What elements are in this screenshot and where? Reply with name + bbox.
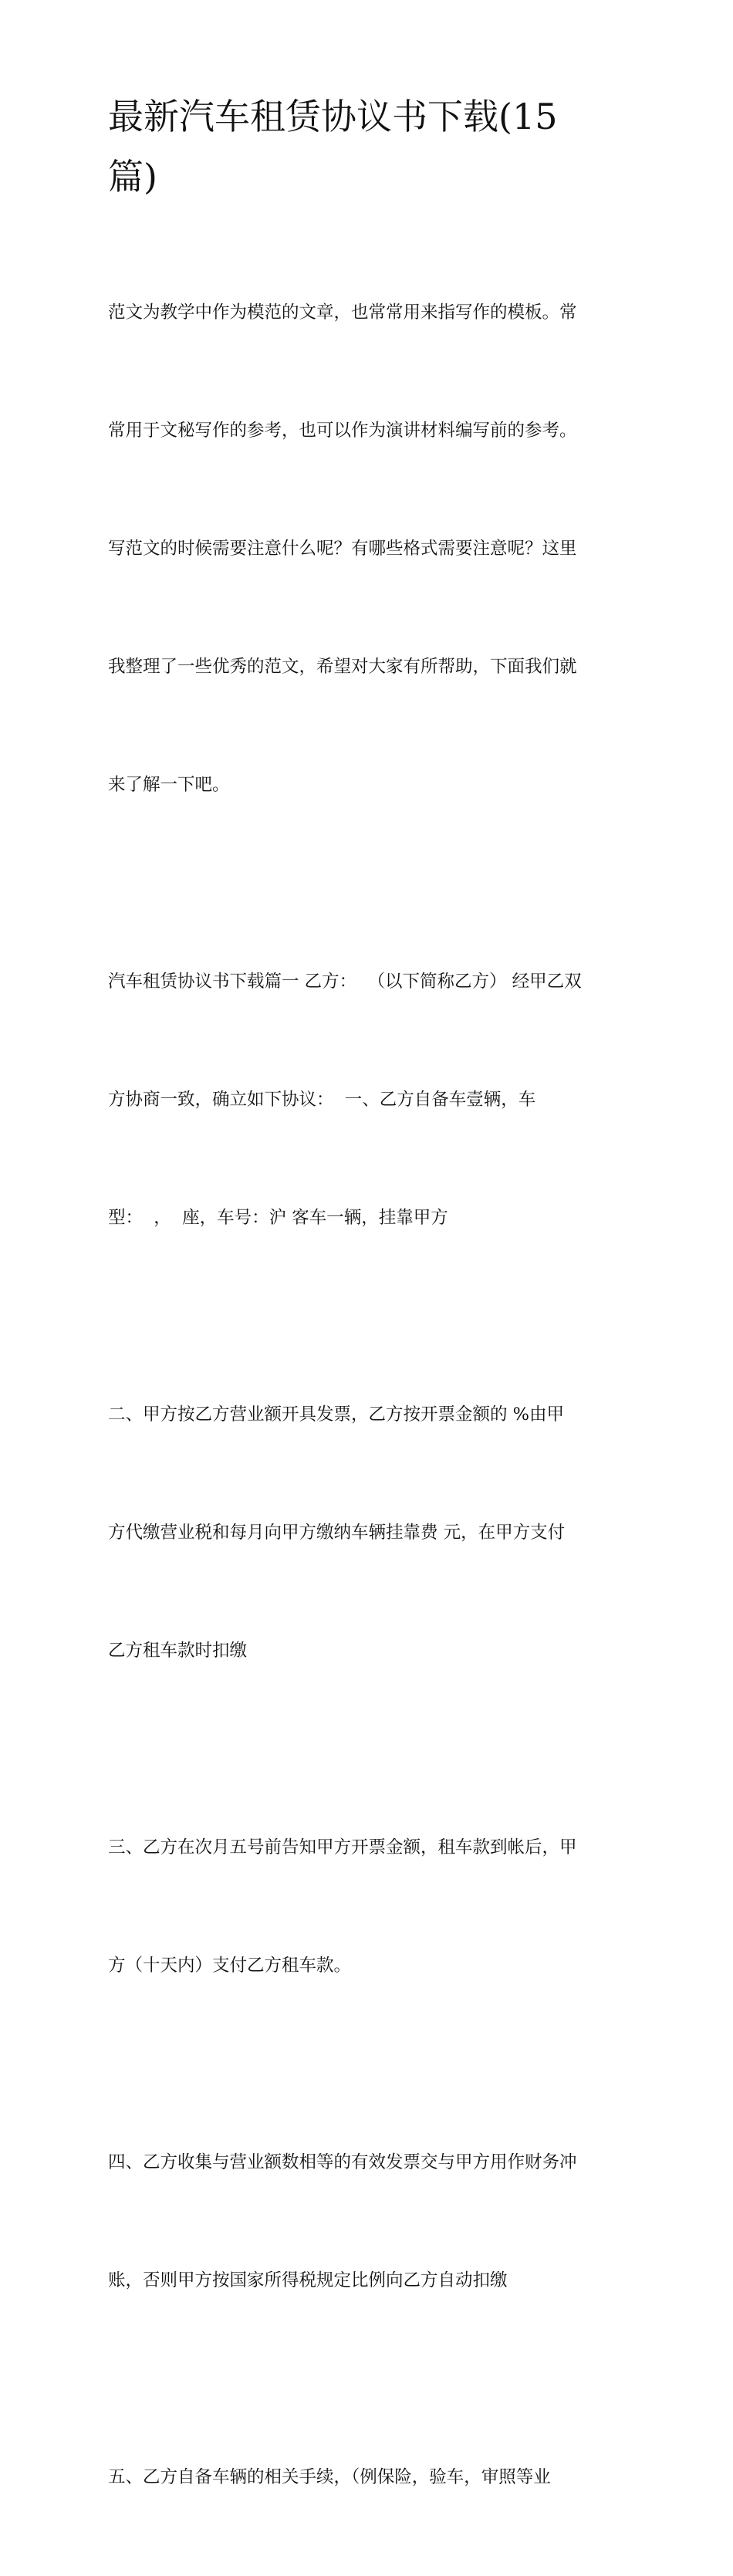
document-body: [108, 215, 633, 2576]
text-line: 方（十天内）支付乙方租车款。: [108, 1956, 352, 1976]
clause-two: [108, 1317, 633, 1749]
document-title-main: 最新汽车租赁协议书下载(15: [108, 96, 558, 137]
text-line: 方协商一致，确立如下协议： 一、乙方自备车壹辆，车: [108, 1090, 536, 1110]
text-line: 范文为教学中作为模范的文章，也常常用来指写作的模板。常: [108, 303, 577, 323]
clause-five: [108, 2379, 633, 2576]
text-line: 汽车租赁协议书下载篇一 乙方： （以下简称乙方） 经甲乙双: [108, 972, 582, 992]
text-line: 方代缴营业税和每月向甲方缴纳车辆挂靠费 元，在甲方支付: [108, 1523, 566, 1543]
clause-four: [108, 2064, 633, 2379]
text-line: 五、乙方自备车辆的相关手续，（例保险，验车，审照等业: [108, 2467, 551, 2487]
text-line: 账，否则甲方按国家所得税规定比例向乙方自动扣缴: [108, 2270, 508, 2290]
clause-three: [108, 1749, 633, 2064]
text-line: 常用于文秘写作的参考，也可以作为演讲材料编写前的参考。: [108, 421, 577, 441]
text-line: 写范文的时候需要注意什么呢？有哪些格式需要注意呢？这里: [108, 539, 577, 559]
text-line: 来了解一下吧。: [108, 775, 230, 795]
text-line: 二、甲方按乙方营业额开具发票，乙方按开票金额的 %由甲: [108, 1405, 565, 1425]
intro-paragraph: [108, 215, 633, 884]
text-line: 四、乙方收集与营业额数相等的有效发票交与甲方用作财务冲: [108, 2152, 577, 2172]
article-one-intro: [108, 884, 633, 1317]
text-line: 三、乙方在次月五号前告知甲方开票金额，租车款到帐后，甲: [108, 1837, 577, 1858]
document-title: [108, 86, 633, 207]
document-title-suffix: 篇): [108, 156, 157, 198]
text-line: 我整理了一些优秀的范文，希望对大家有所帮助，下面我们就: [108, 657, 577, 677]
text-line: 型： ， 座，车号：沪 客车一辆，挂靠甲方: [108, 1208, 448, 1228]
text-line: 乙方租车款时扣缴: [108, 1641, 248, 1661]
